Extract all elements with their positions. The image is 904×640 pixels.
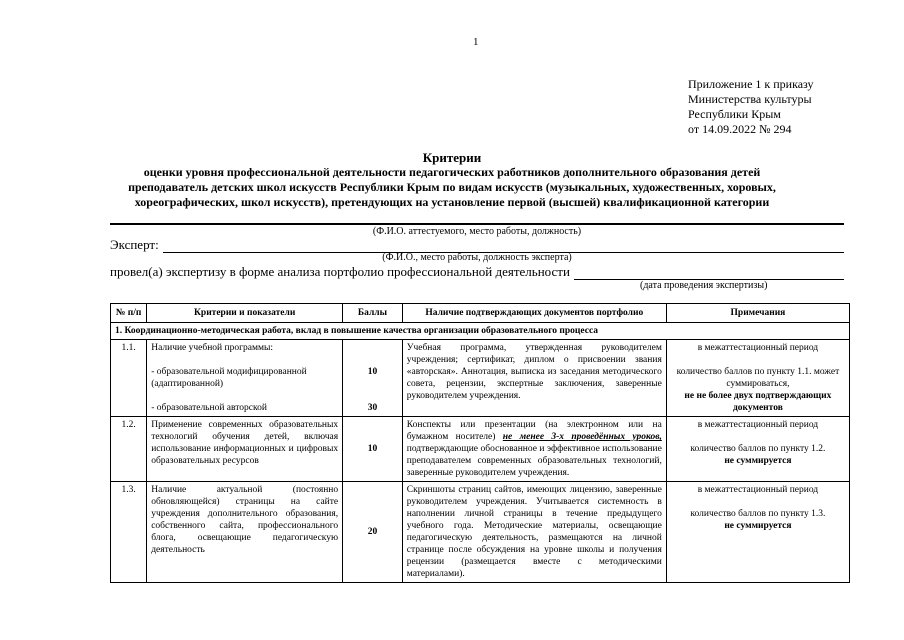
row-points — [343, 340, 403, 417]
note-text: в межаттестационный период — [697, 485, 819, 495]
subtitle-line: хореографических, школ искусств), претендующих на установление первой (высшей) квалификационной категории — [134, 195, 770, 209]
expert-label: Эксперт: — [110, 237, 159, 252]
points-value: 10 — [367, 367, 378, 377]
row-criteria: Наличие актуальной (постоянно обновляющейся) страницы на сайте учреждения дополнительного образования, собственного сайта, профессионального блога, освещающие педагогическую деятельность — [147, 482, 343, 583]
appendix-line: Республики Крым — [688, 107, 781, 121]
row-criteria: Применение современных образовательных технологий обучения детей, включая использование информационных и цифровых образовательных ресурсов — [147, 417, 343, 482]
exam-label: провел(а) экспертизу в форме анализа портфолио профессиональной деятельности — [110, 264, 570, 279]
note-text: количество баллов по пункту 1.3. — [690, 509, 826, 519]
docs-text: подтверждающие обоснованное и эффективное использование преподавателем современных образовательных технологий, заверенные руководителем учреждения. — [406, 444, 662, 478]
expert-field — [110, 237, 844, 253]
criteria-option: - образовательной авторской — [151, 403, 267, 413]
docs-text: Конспекты или презентации (на электронном или на бумажном носителе) — [406, 420, 662, 442]
expert-caption: (Ф.И.О., место работы, должность эксперта) — [382, 252, 572, 263]
attestee-line — [110, 223, 844, 225]
header-num: № п/п — [111, 304, 147, 323]
note-emphasis: не суммируется — [724, 521, 792, 531]
appendix-line: от 14.09.2022 № 294 — [688, 122, 792, 136]
subtitle-line: оценки уровня профессиональной деятельности педагогических работников дополнительного образования детей — [143, 165, 761, 179]
note-text: в межаттестационный период — [697, 343, 819, 353]
row-num: 1.3. — [111, 482, 147, 583]
row-points: 20 — [343, 482, 403, 583]
row-notes — [666, 417, 849, 482]
section-row — [111, 323, 850, 340]
document-subtitle — [90, 165, 814, 210]
note-emphasis: не не более двух подтверждающих документов — [684, 391, 832, 413]
exam-fill-line — [574, 268, 844, 280]
subtitle-line: преподаватель детских школ искусств Республики Крым по видам искусств (музыкальных, художественных, хоровых, — [128, 180, 776, 194]
table-row — [111, 417, 850, 482]
header-notes: Примечания — [666, 304, 849, 323]
header-points: Баллы — [343, 304, 403, 323]
exam-field — [110, 264, 844, 280]
section-title: 1. Координационно-методическая работа, вклад в повышение качества организации образовательного процесса — [111, 323, 850, 340]
exam-caption: (дата проведения экспертизы) — [640, 280, 768, 291]
appendix-note — [688, 77, 814, 137]
docs-emphasis: не менее 3-х проведённых уроков, — [502, 432, 662, 442]
table-header-row — [111, 304, 850, 323]
table-row — [111, 482, 850, 583]
note-text: количество баллов по пункту 1.1. может суммироваться, — [676, 367, 840, 389]
criteria-table — [110, 303, 850, 583]
attestee-caption: (Ф.И.О. аттестуемого, место работы, должность) — [372, 226, 582, 237]
row-num: 1.1. — [111, 340, 147, 417]
header-docs: Наличие подтверждающих документов портфолио — [402, 304, 666, 323]
note-text: количество баллов по пункту 1.2. — [690, 444, 826, 454]
criteria-head: Наличие учебной программы: — [151, 343, 274, 353]
points-value: 30 — [367, 403, 378, 413]
row-criteria — [147, 340, 343, 417]
page-number: 1 — [473, 36, 479, 48]
appendix-line: Приложение 1 к приказу — [688, 77, 814, 91]
row-docs: Учебная программа, утвержденная руководителем учреждения; сертификат, диплом о присвоении звания «авторская». Аннотация, выписка из заседания методического совета, рецензии, экспертные заключения, заверенные руководителем учреждения. — [402, 340, 666, 417]
row-notes — [666, 482, 849, 583]
table-row — [111, 340, 850, 417]
appendix-line: Министерства культуры — [688, 92, 812, 106]
row-docs — [402, 417, 666, 482]
criteria-option: - образовательной модифицированной (адаптированной) — [151, 367, 307, 389]
note-emphasis: не суммируется — [724, 456, 792, 466]
row-points: 10 — [343, 417, 403, 482]
row-notes — [666, 340, 849, 417]
row-docs: Скриншоты страниц сайтов, имеющих лицензию, заверенные руководителем учреждения. Учитывается системность в наполнении личной страницы в течение предыдущего учебного года. Методические материалы, освещающие педагогическую деятельность, размещаются на личной странице после обсуждения на уровне школы и получения рецензии (размещается вместе с методическими материалами). — [402, 482, 666, 583]
header-criteria: Критерии и показатели — [147, 304, 343, 323]
note-text: в межаттестационный период — [697, 420, 819, 430]
row-num: 1.2. — [111, 417, 147, 482]
document-title: Критерии — [422, 150, 482, 165]
